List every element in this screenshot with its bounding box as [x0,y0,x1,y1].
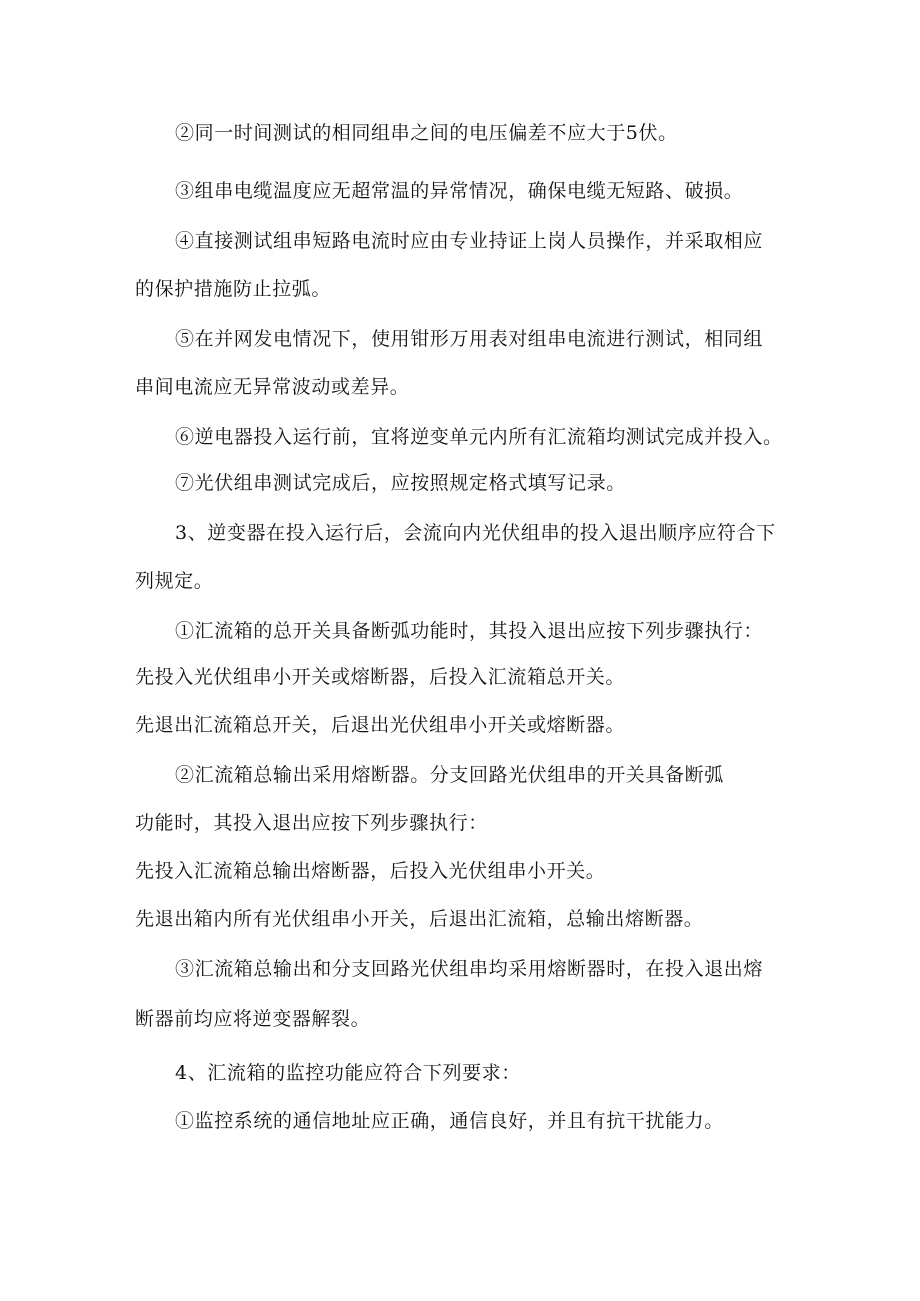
text-line: 先投入汇流箱总输出熔断器，后投入光伏组串小开关。 [135,860,606,882]
text-line: 3、逆变器在投入运行后，会流向内光伏组串的投入退出顺序应符合下 [175,522,776,544]
text-line: 的保护措施防止拉弧。 [135,278,332,300]
text-line: 先退出汇流箱总开关，后退出光伏组串小开关或熔断器。 [135,714,626,736]
text-line: 列规定。 [135,570,214,592]
text-line: ③汇流箱总输出和分支回路光伏组串均采用熔断器时，在投入退出熔 [175,958,764,980]
text-line: 串间电流应无异常波动或差异。 [135,376,410,398]
text-line: ⑦光伏组串测试完成后，应按照规定格式填写记录。 [175,472,626,494]
text-line: 功能时，其投入退出应按下列步骤执行： [135,812,488,834]
text-line: ②同一时间测试的相同组串之间的电压偏差不应大于5伏。 [175,122,678,144]
text-line: ①监控系统的通信地址应正确，通信良好，并且有抗干扰能力。 [175,1110,724,1132]
text-line: 4、汇流箱的监控功能应符合下列要求： [175,1062,521,1084]
text-line: ①汇流箱的总开关具备断弧功能时，其投入退出应按下列步骤执行： [175,620,764,642]
text-line: 先投入光伏组串小开关或熔断器，后投入汇流箱总开关。 [135,666,626,688]
text-line: ④直接测试组串短路电流时应由专业持证上岗人员操作，并采取相应 [175,230,764,252]
text-line: 断器前均应将逆变器解裂。 [135,1008,371,1030]
text-line: ③组串电缆温度应无超常温的异常情况，确保电缆无短路、破损。 [175,180,744,202]
text-line: ②汇流箱总输出采用熔断器。分支回路光伏组串的开关具备断弧 [175,764,724,786]
text-line: ⑥逆电器投入运行前，宜将逆变单元内所有汇流箱均测试完成并投入。 [175,426,783,448]
text-line: 先退出箱内所有光伏组串小开关，后退出汇流箱，总输出熔断器。 [135,908,704,930]
text-line: ⑤在并网发电情况下，使用钳形万用表对组串电流进行测试，相同组 [175,328,764,350]
